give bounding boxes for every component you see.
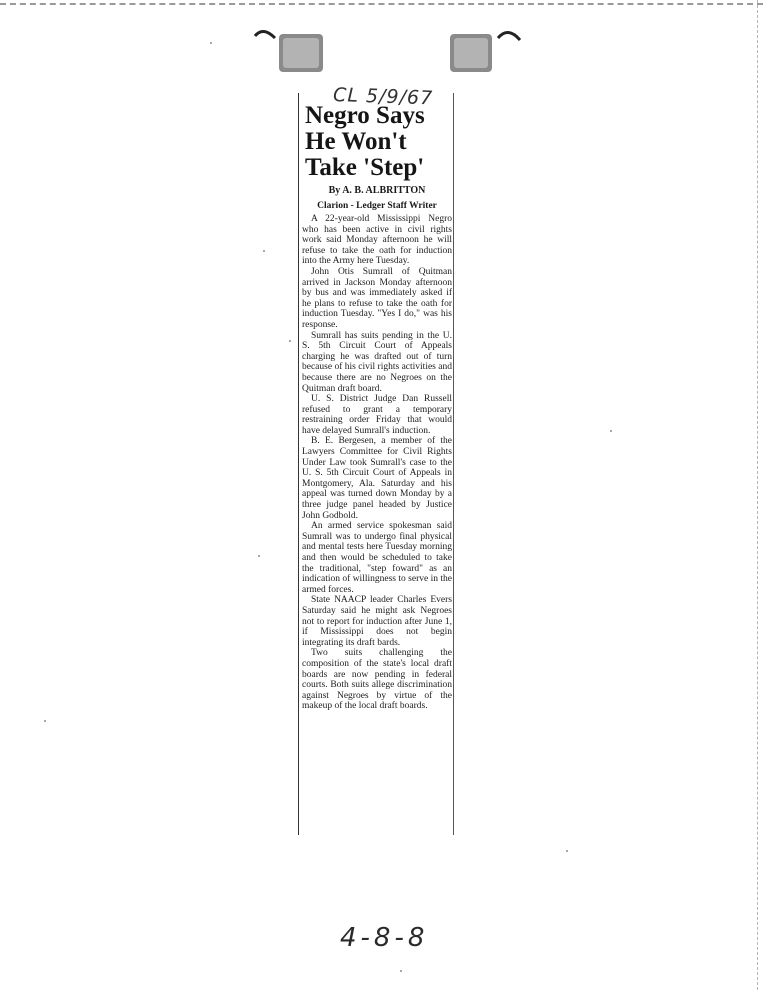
article-paragraph: B. E. Bergesen, a member of the Lawyers Committee for Civil Rights Under Law took Sumrall's case to the U. S. 5th Circuit Court of Appeals in Montgomery, Ala. Saturday and his appeal was turned down Monday by a three judge panel headed by Justice John Godbold. — [302, 436, 452, 521]
article-paragraph: John Otis Sumrall of Quitman arrived in Jackson Monday afternoon by bus and was immediately asked if he plans to refuse to take the oath for induction Tuesday. "Yes I do," was his response. — [302, 266, 452, 330]
handwritten-page-number: 4-8-8 — [340, 923, 429, 953]
scan-speck — [289, 340, 291, 342]
headline-line: Take 'Step' — [305, 154, 425, 181]
binder-clip-left-icon — [253, 28, 325, 74]
newspaper-clipping — [298, 93, 454, 835]
article-staff-line: Clarion - Ledger Staff Writer — [317, 201, 437, 211]
page-right-edge — [757, 0, 758, 990]
headline-line: Negro Says — [305, 102, 425, 129]
scan-speck — [610, 430, 612, 432]
article-paragraph: Sumrall has suits pending in the U. S. 5th Circuit Court of Appeals charging he was drafted out of turn because of his civil rights activities and because there are no Negroes on the Quitman draft board. — [302, 330, 452, 394]
article-byline: By A. B. ALBRITTON — [328, 185, 426, 196]
scan-speck — [210, 42, 212, 44]
binder-clip-right-icon — [448, 28, 524, 74]
scan-speck — [566, 850, 568, 852]
article-headline — [305, 103, 451, 181]
article-paragraph: Two suits challenging the composition of the state's local draft boards are now pending in federal courts. Both suits allege discrimination against Negroes by virtue of the makeup of the local draft boards. — [302, 648, 452, 712]
article-body — [302, 214, 452, 712]
scan-speck — [258, 555, 260, 557]
scan-speck — [44, 720, 46, 722]
article-paragraph: A 22-year-old Mississippi Negro who has been active in civil rights work said Monday afternoon he will refuse to take the oath for induction into the Army here Tuesday. — [302, 214, 452, 267]
handwritten-clipping-note: CL 5/9/67 — [332, 83, 434, 110]
article-paragraph: An armed service spokesman said Sumrall was to undergo final physical and mental tests here Tuesday morning and then would be scheduled to take the traditional, "step foward" as an indication of willingness to serve in the armed forces. — [302, 521, 452, 595]
page-top-edge — [0, 3, 763, 5]
article-paragraph: State NAACP leader Charles Evers Saturday said he might ask Negroes not to report for induction after June 1, if Mississippi does not begin integrating its draft bards. — [302, 595, 452, 648]
scan-speck — [263, 250, 265, 252]
article-paragraph: U. S. District Judge Dan Russell refused to grant a temporary restraining order Friday that would have delayed Sumrall's induction. — [302, 394, 452, 436]
headline-line: He Won't — [305, 128, 407, 155]
scan-speck — [400, 970, 402, 972]
